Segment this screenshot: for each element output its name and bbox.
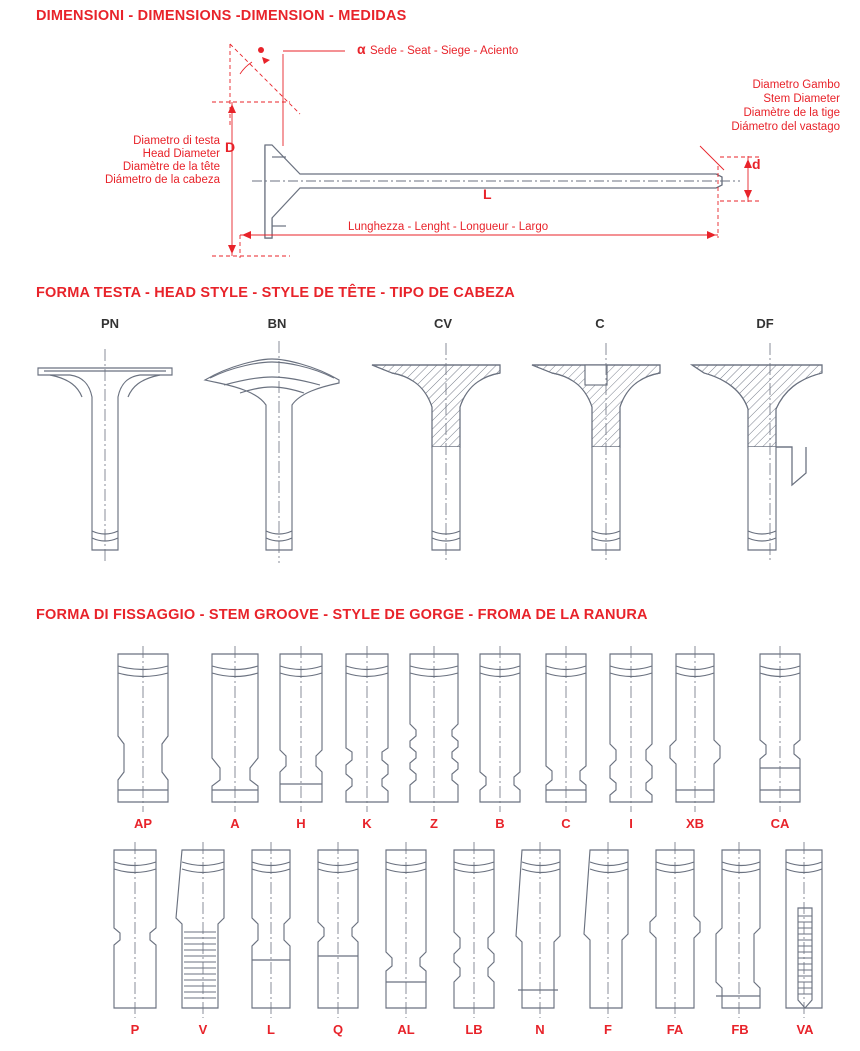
head-diameter-mark: D	[225, 139, 236, 155]
stem-groove-code-c: C	[561, 816, 571, 831]
stem-groove-code-b: B	[495, 816, 505, 831]
stem-diameter-mark: d	[752, 156, 761, 172]
stem-shape-f	[584, 850, 628, 1008]
stem-groove-code-a: A	[230, 816, 240, 831]
head-diameter-label-4: Diámetro de la cabeza	[104, 174, 220, 186]
stem-diameter-label-4: Diámetro del vastago	[731, 121, 840, 133]
head-style-code-df: DF	[756, 316, 774, 331]
stem-groove-code-v: V	[198, 1022, 208, 1037]
length-mark: L	[483, 186, 492, 202]
stem-groove-row2-drawings	[0, 840, 860, 1030]
stem-shape-v	[176, 850, 224, 1008]
head-style-code-pn: PN	[100, 316, 120, 331]
stem-diameter-label-3: Diamètre de la tige	[743, 107, 840, 119]
stem-groove-code-n: N	[535, 1022, 545, 1037]
stem-groove-code-ca: CA	[770, 816, 790, 831]
stem-groove-code-f: F	[604, 1022, 612, 1037]
head-shape-bn	[205, 359, 339, 550]
head-style-code-bn: BN	[267, 316, 287, 331]
stem-groove-row1-drawings	[0, 640, 860, 820]
head-shape-df	[692, 365, 822, 550]
stem-groove-code-q: Q	[332, 1022, 344, 1037]
stem-groove-code-l: L	[267, 1022, 275, 1037]
section-title-dimensions: DIMENSIONI - DIMENSIONS -DIMENSION - MEDIDAS	[36, 8, 407, 24]
stem-groove-code-fb: FB	[731, 1022, 749, 1037]
section-title-stem-groove: FORMA DI FISSAGGIO - STEM GROOVE - STYLE DE GORGE - FROMA DE LA RANURA	[36, 607, 648, 623]
stem-groove-code-va: VA	[796, 1022, 814, 1037]
head-style-drawings	[0, 335, 860, 585]
angle-label: Sede - Seat - Siege - Aciento	[370, 45, 519, 57]
section-title-head-style: FORMA TESTA - HEAD STYLE - STYLE DE TÊTE - TIPO DE CABEZA	[36, 285, 515, 301]
head-style-code-cv: CV	[433, 316, 453, 331]
stem-groove-code-i: I	[629, 816, 633, 831]
head-shape-cv	[372, 365, 500, 550]
stem-groove-code-ap: AP	[133, 816, 153, 831]
stem-diameter-label-2: Stem Diameter	[763, 93, 840, 105]
stem-groove-code-xb: XB	[685, 816, 705, 831]
stem-groove-code-z: Z	[430, 816, 438, 831]
head-style-code-c: C	[595, 316, 605, 331]
head-shape-c	[532, 365, 660, 550]
stem-groove-code-fa: FA	[666, 1022, 684, 1037]
stem-groove-code-k: K	[362, 816, 372, 831]
stem-groove-code-al: AL	[397, 1022, 415, 1037]
stem-shape-fb	[716, 850, 760, 1008]
head-diameter-label-1: Diametro di testa	[133, 135, 220, 147]
stem-shape-n	[516, 850, 560, 1008]
stem-groove-code-h: H	[296, 816, 306, 831]
length-label: Lunghezza - Lenght - Longueur - Largo	[348, 221, 549, 233]
stem-diameter-label-1: Diametro Gambo	[752, 79, 840, 91]
head-diameter-label-3: Diamètre de la tête	[122, 161, 220, 173]
head-diameter-label-2: Head Diameter	[142, 148, 220, 160]
angle-symbol: α	[357, 41, 366, 57]
stem-groove-code-lb: LB	[465, 1022, 483, 1037]
stem-groove-code-p: P	[130, 1022, 140, 1037]
